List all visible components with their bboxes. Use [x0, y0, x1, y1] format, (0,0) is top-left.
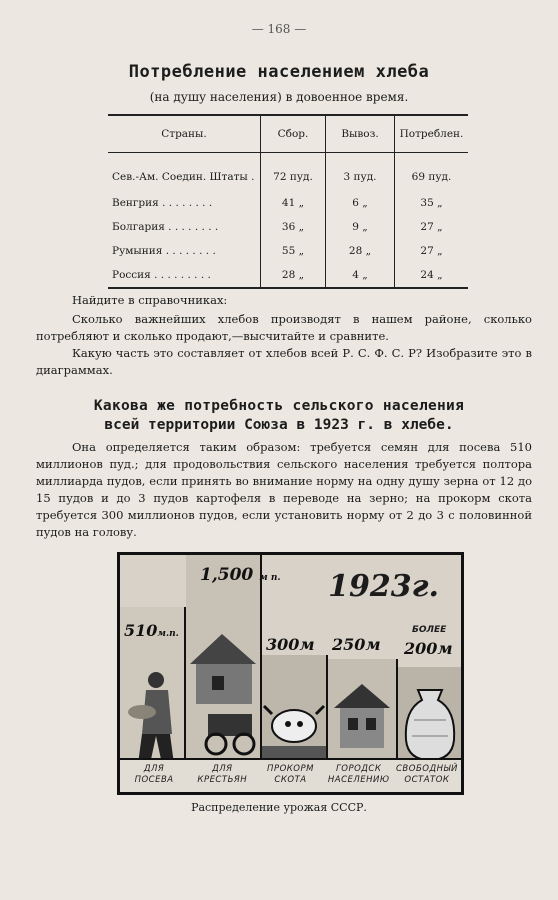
- table-row: [108, 191, 468, 215]
- table-row: [108, 153, 468, 192]
- table-row: [108, 263, 468, 288]
- panel-surplus: [398, 667, 461, 764]
- caption-peasants: [188, 760, 256, 792]
- paragraph-diagram: Какую часть это составляет от хлебов всей Р. С. Ф. С. Р? Изобразите это в диаграммах.: [36, 346, 532, 377]
- cell-export: 3 пуд.: [326, 153, 395, 192]
- cell-consumption: 69 пуд.: [395, 153, 469, 192]
- col-header-countries: Страны.: [108, 115, 261, 153]
- value-peasants-unit: м п.: [259, 573, 281, 583]
- cell-country: Сев.-Ам. Соедин. Штаты .: [112, 171, 255, 183]
- cell-consumption: 35 „: [395, 191, 469, 215]
- cell-consumption: 27 „: [395, 215, 469, 239]
- grain-sack-illustration: [400, 680, 460, 764]
- col-header-harvest: Сбор.: [261, 115, 326, 153]
- town-houses-illustration: [328, 674, 396, 764]
- value-surplus: 200м: [404, 639, 453, 658]
- cell-consumption: 27 „: [395, 239, 469, 263]
- panel-peasants: [186, 555, 262, 764]
- caption-town: [325, 760, 393, 792]
- section2-title: [0, 397, 558, 435]
- col-header-export: Вывоз.: [326, 115, 395, 153]
- section2-body: Она определяется таким образом: требуется семян для посева 510 миллионов пуд.; для продовольствия сельского населения требуется полтора миллиарда пудов, если принять во внимание норму на одну душу зерна от 12 до 15 пудов и до 3 пудов картофеля в переводе на зерно; на прокорм скота требуется 300 миллионов пудов, если установить норму от 2 до 3 с половинной пудов на голову.: [36, 440, 532, 539]
- caption-livestock-line1: ПРОКОРМ: [267, 764, 314, 774]
- caption-surplus-line1: СВОБОДНЫЙ: [396, 764, 458, 774]
- harvest-distribution-poster: [117, 552, 464, 795]
- cell-country: Болгария . . . . . . . .: [112, 221, 219, 233]
- value-town: 250м: [332, 635, 381, 654]
- section2-title-line1: Какова же потребность сельского населения: [93, 398, 465, 414]
- cell-harvest: 72 пуд.: [261, 153, 326, 192]
- cell-country: Румыния . . . . . . . .: [112, 245, 216, 257]
- sower-illustration: [120, 664, 184, 764]
- caption-surplus-line2: ОСТАТОК: [404, 775, 450, 785]
- cell-consumption: 24 „: [395, 263, 469, 288]
- cell-harvest: 41 „: [261, 191, 326, 215]
- paragraph-find: Найдите в справочниках:: [72, 293, 228, 307]
- table-header-row: [108, 115, 468, 153]
- cell-export: 28 „: [326, 239, 395, 263]
- value-surplus-prefix: БОЛЕЕ: [412, 625, 447, 635]
- poster-year: 1923г.: [328, 569, 439, 604]
- caption-peasants-line1: ДЛЯ: [212, 764, 233, 774]
- village-cart-illustration: [186, 624, 260, 764]
- value-seeds-number: 510: [124, 621, 158, 640]
- caption-livestock: [256, 760, 324, 792]
- value-seeds-unit: м.п.: [157, 629, 179, 639]
- section1-title: Потребление населением хлеба: [128, 62, 430, 82]
- table-row: [108, 239, 468, 263]
- table-row: [108, 215, 468, 239]
- cow-illustration: [262, 684, 326, 764]
- caption-seeds-line2: ПОСЕВА: [134, 775, 174, 785]
- value-peasants: [200, 565, 281, 585]
- value-seeds: [124, 621, 179, 640]
- cell-harvest: 36 „: [261, 215, 326, 239]
- caption-town-line1: ГОРОДСК: [336, 764, 382, 774]
- col-header-consumption: Потреблен.: [395, 115, 469, 153]
- caption-livestock-line2: СКОТА: [274, 775, 307, 785]
- section1-subtitle: (на душу населения) в довоенное время.: [149, 90, 409, 104]
- figure-caption: Распределение урожая СССР.: [191, 801, 367, 814]
- caption-peasants-line2: КРЕСТЬЯН: [197, 775, 248, 785]
- cell-harvest: 28 „: [261, 263, 326, 288]
- cell-export: 9 „: [326, 215, 395, 239]
- page-number: — 168 —: [251, 22, 307, 36]
- caption-seeds: [120, 760, 188, 792]
- cell-country: Россия . . . . . . . . .: [112, 269, 211, 281]
- poster-captions: [120, 758, 461, 792]
- panel-town: [328, 659, 398, 764]
- panel-livestock: [262, 655, 328, 764]
- cell-export: 4 „: [326, 263, 395, 288]
- caption-seeds-line1: ДЛЯ: [143, 764, 165, 774]
- caption-surplus: [393, 760, 461, 792]
- cell-country: Венгрия . . . . . . . .: [112, 197, 213, 209]
- section2-title-line2: всей территории Союза в 1923 г. в хлебе.: [104, 417, 454, 433]
- paragraph-count: Сколько важнейших хлебов производят в нашем районе, сколько потребляют и сколько продают,—высчитайте и сравните.: [36, 312, 532, 343]
- value-livestock: 300м: [266, 635, 315, 654]
- cell-export: 6 „: [326, 191, 395, 215]
- value-peasants-number: 1,500: [200, 565, 254, 585]
- caption-town-line2: НАСЕЛЕНИЮ: [327, 775, 390, 785]
- cell-harvest: 55 „: [261, 239, 326, 263]
- bread-consumption-table: [108, 114, 468, 289]
